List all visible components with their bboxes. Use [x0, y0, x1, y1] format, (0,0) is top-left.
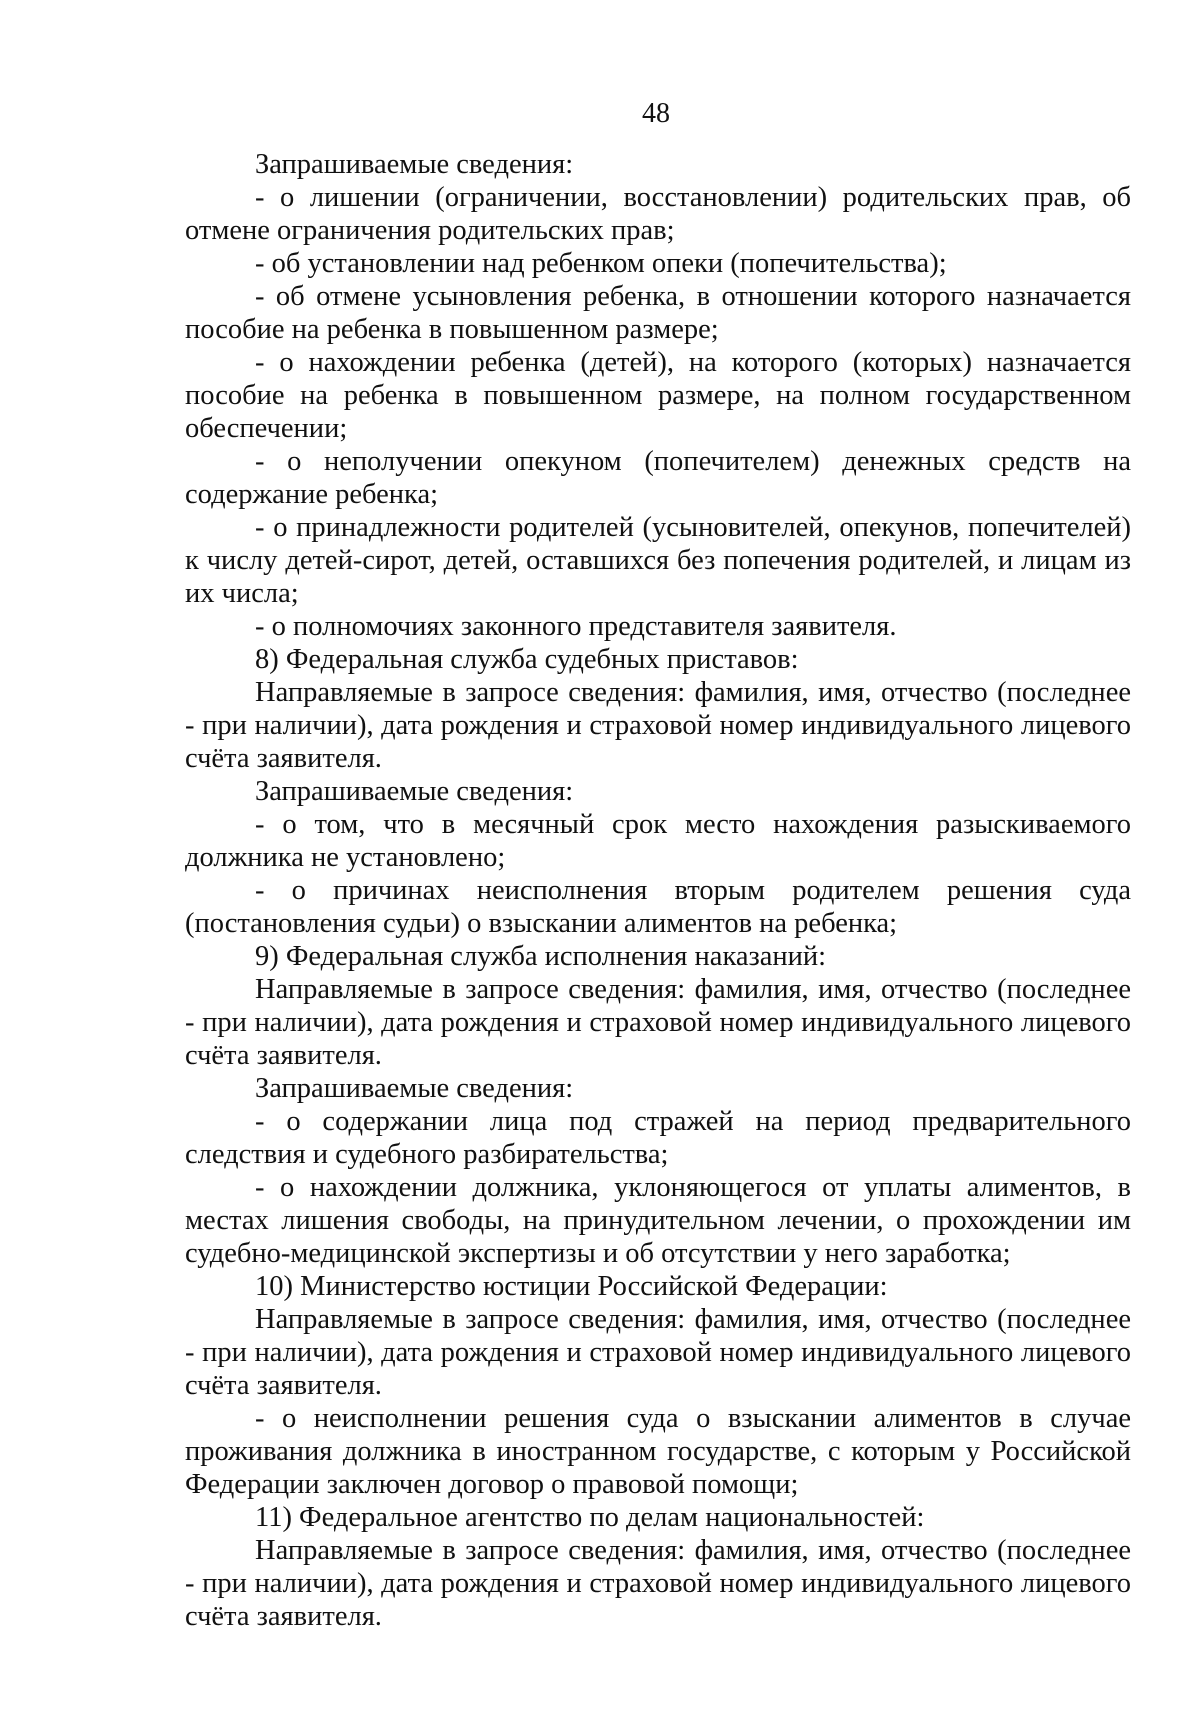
paragraph: Направляемые в запросе сведения: фамилия, имя, отчество (последнее - при наличии), дата рождения и страховой номер индивидуального лицевого счёта заявителя. — [185, 1304, 1131, 1401]
paragraph: Запрашиваемые сведения: — [255, 1073, 574, 1104]
paragraph: - о принадлежности родителей (усыновителей, опекунов, попечителей) к числу детей-сирот, детей, оставшихся без попечения родителей, и лицам из их числа; — [185, 512, 1131, 609]
paragraph: - о неисполнении решения суда о взыскании алиментов в случае проживания должника в иностранном государстве, с которым у Российской Федерации заключен договор о правовой помощи; — [185, 1403, 1131, 1500]
paragraph: - об отмене усыновления ребенка, в отношении которого назначается пособие на ребенка в повышенном размере; — [185, 281, 1131, 345]
paragraph: - о нахождении ребенка (детей), на которого (которых) назначается пособие на ребенка в повышенном размере, на полном государственном обеспечении; — [185, 347, 1131, 444]
paragraph: Направляемые в запросе сведения: фамилия, имя, отчество (последнее - при наличии), дата рождения и страховой номер индивидуального лицевого счёта заявителя. — [185, 677, 1131, 774]
paragraph: - о причинах неисполнения вторым родителем решения суда (постановления судьи) о взыскании алиментов на ребенка; — [185, 875, 1131, 939]
paragraph: - о содержании лица под стражей на период предварительного следствия и судебного разбирательства; — [185, 1106, 1131, 1170]
paragraph: Запрашиваемые сведения: — [255, 149, 574, 180]
document-body — [185, 148, 1131, 1633]
paragraph: - о неполучении опекуном (попечителем) денежных средств на содержание ребенка; — [185, 446, 1131, 510]
paragraph: 9) Федеральная служба исполнения наказаний: — [255, 941, 827, 972]
page-number: 48 — [642, 98, 670, 129]
paragraph: - об установлении над ребенком опеки (попечительства); — [255, 248, 947, 279]
paragraph: Направляемые в запросе сведения: фамилия, имя, отчество (последнее - при наличии), дата рождения и страховой номер индивидуального лицевого счёта заявителя. — [185, 974, 1131, 1071]
paragraph: 10) Министерство юстиции Российской Федерации: — [255, 1271, 888, 1302]
paragraph: 11) Федеральное агентство по делам национальностей: — [255, 1502, 925, 1533]
paragraph: 8) Федеральная служба судебных приставов: — [255, 644, 799, 675]
paragraph: Направляемые в запросе сведения: фамилия, имя, отчество (последнее - при наличии), дата рождения и страховой номер индивидуального лицевого счёта заявителя. — [185, 1535, 1131, 1632]
paragraph: - о лишении (ограничении, восстановлении) родительских прав, об отмене ограничения родительских прав; — [185, 182, 1131, 246]
paragraph: - о том, что в месячный срок место нахождения разыскиваемого должника не установлено; — [185, 809, 1131, 873]
paragraph: - о полномочиях законного представителя заявителя. — [255, 611, 897, 642]
paragraph: Запрашиваемые сведения: — [255, 776, 574, 807]
paragraph: - о нахождении должника, уклоняющегося от уплаты алиментов, в местах лишения свободы, на принудительном лечении, о прохождении им судебно-медицинской экспертизы и об отсутствии у него заработка; — [185, 1172, 1131, 1269]
